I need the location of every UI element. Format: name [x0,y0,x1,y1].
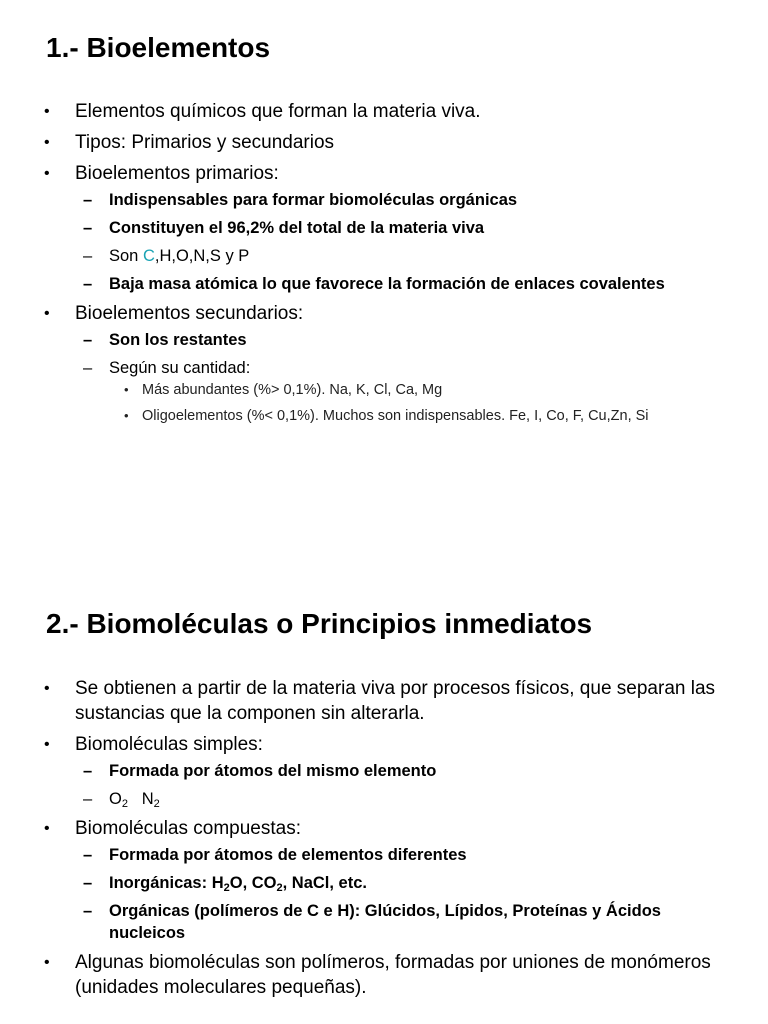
item-text: Se obtienen a partir de la materia viva por procesos físicos, que separan las sustancias que la componen sin alterarla. [75,678,716,724]
bullet-icon: • [44,305,50,322]
sub-item-text: Indispensables para formar biomoléculas orgánicas [109,191,518,209]
sub-item-text: Formada por átomos del mismo elemento [109,762,437,780]
dash-icon: – [83,191,93,209]
dash-icon: – [83,247,93,265]
slide-title: 1.- Bioelementos [46,32,271,63]
element-symbol-c: C [142,247,155,265]
bullet-icon: • [44,134,50,151]
sub-list [75,189,728,295]
dash-icon: – [83,846,93,864]
sub-item [75,872,728,894]
dash-icon: – [83,275,93,293]
symbol-n: N [141,790,154,808]
dash-icon: – [83,359,93,377]
sub-item-prefix: Son [109,247,143,265]
bullet-icon: • [44,954,50,971]
sub-item [75,273,728,295]
sub-item [75,217,728,239]
inorganic-formulas [109,874,367,892]
slide-title: 2.- Biomoléculas o Principios inmediatos [46,608,593,639]
bullet-icon: • [44,820,50,837]
sub-item [75,189,728,211]
subscript: 2 [153,798,160,810]
bullet-icon: • [124,408,129,423]
sub-sub-list [109,381,728,426]
sub-item-text: Baja masa atómica lo que favorece la formación de enlaces covalentes [109,275,665,293]
bullet-icon: • [44,680,50,697]
item-text: Bioelementos primarios: [75,163,279,184]
bullet-icon: • [124,382,129,397]
sub-item-text: Según su cantidad: [109,359,251,377]
item-text: Biomoléculas simples: [75,734,263,755]
sub-item [75,245,728,267]
subscript: 2 [223,882,230,894]
item-text: Algunas biomoléculas son polímeros, formadas por uniones de monómeros (unidades moleculares pequeñas). [75,952,711,998]
bullet-list [0,676,768,1006]
sub-item-suffix: ,H,O,N,S y P [154,247,250,265]
list-item [0,950,768,1000]
dash-icon: – [83,331,93,349]
item-text: Bioelementos secundarios: [75,303,304,324]
sub-list [75,329,728,426]
dash-icon: – [83,762,93,780]
formula-n2 [142,790,160,808]
sub-sub-item-text: Más abundantes (%> 0,1%). Na, K, Cl, Ca, Mg [142,382,443,398]
sub-sub-item-text: Oligoelementos (%< 0,1%). Muchos son indispensables. Fe, I, Co, F, Cu,Zn, Si [142,408,649,424]
dash-icon: – [83,219,93,237]
sub-item [75,760,728,782]
list-item [0,130,768,155]
text-part: Inorgánicas: H [109,874,224,892]
sub-item [75,844,728,866]
list-item [0,732,768,810]
list-item [0,161,768,295]
dash-icon: – [83,790,93,808]
sub-item [75,788,728,810]
bullet-list [0,99,768,433]
item-text: Elementos químicos que forman la materia viva. [75,101,481,122]
sub-item-text: Formada por átomos de elementos diferentes [109,846,467,864]
sub-sub-item [109,407,728,426]
sub-list [75,760,728,810]
sub-item [75,357,728,426]
list-item [0,676,768,726]
bullet-icon: • [44,736,50,753]
sub-list [75,844,728,944]
sub-sub-item [109,381,728,400]
sub-item [75,900,728,944]
item-text: Biomoléculas compuestas: [75,818,301,839]
sub-item-text: Orgánicas (polímeros de C e H): Glúcidos, Lípidos, Proteínas y Ácidos nucleicos [109,902,661,942]
list-item [0,816,768,944]
item-text: Tipos: Primarios y secundarios [75,132,335,153]
sub-item-text: Constituyen el 96,2% del total de la materia viva [109,219,485,237]
text-part: , NaCl, etc. [282,874,367,892]
subscript: 2 [121,798,128,810]
bullet-icon: • [44,103,50,120]
formula-o2 [109,790,128,808]
bullet-icon: • [44,165,50,182]
subscript: 2 [276,882,283,894]
list-item [0,99,768,124]
text-part: O, CO [229,874,277,892]
list-item [0,301,768,426]
dash-icon: – [83,874,93,892]
sub-item-text: Son los restantes [109,331,247,349]
symbol-o: O [109,790,122,808]
dash-icon: – [83,902,93,920]
sub-item [75,329,728,351]
